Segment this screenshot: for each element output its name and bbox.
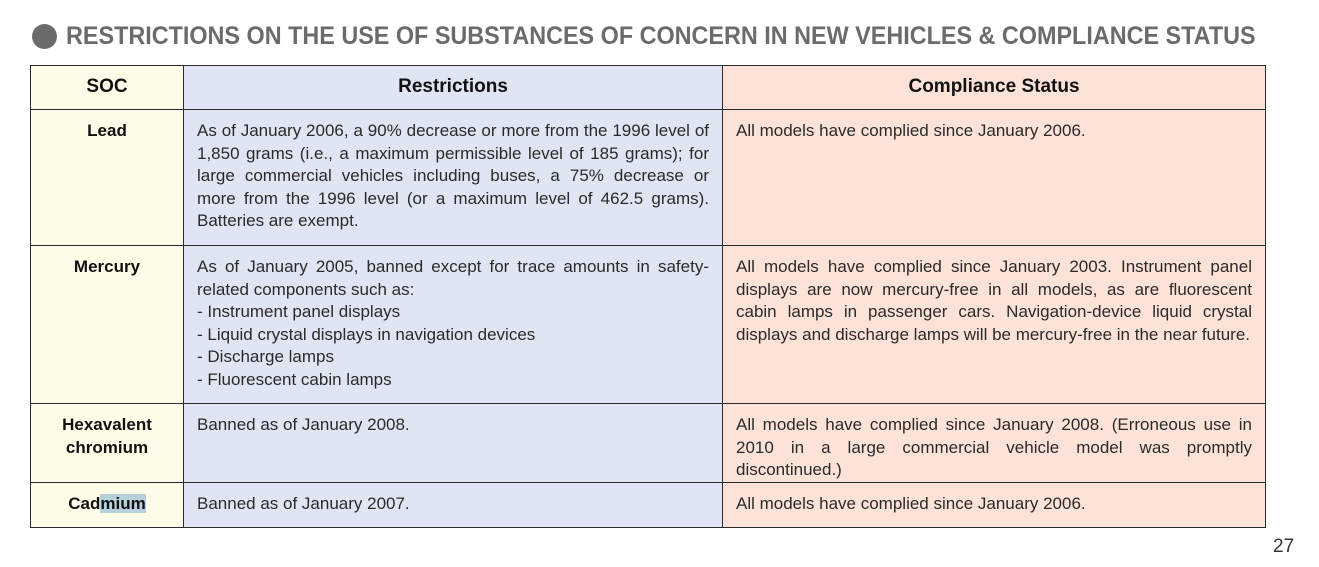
section-heading xyxy=(32,22,1319,51)
table-row-mercury xyxy=(31,246,1266,404)
restrictions-lead: As of January 2006, a 90% decrease or more from the 1996 level of 1,850 grams (i.e., a maximum permissible level of 185 grams); for large commercial vehicles including buses, a 75% decrease or more from the 1996 level (or a maximum level of 462.5 grams). Batteries are exempt. xyxy=(184,110,723,246)
text-selection-highlight[interactable]: mium xyxy=(100,493,146,513)
compliance-hexavalent-chromium: All models have complied since January 2008. (Erroneous use in 2010 in a large commercial vehicle model was promptly discontinued.) xyxy=(723,404,1266,483)
soc-hexavalent-chromium xyxy=(31,404,184,483)
header-soc: SOC xyxy=(31,66,184,110)
soc-hexavalent-line2: chromium xyxy=(65,437,149,457)
page-number: 27 xyxy=(1273,536,1295,557)
list-item: - Liquid crystal displays in navigation devices xyxy=(197,324,536,344)
list-item: - Instrument panel displays xyxy=(197,302,401,321)
list-item: - Discharge lamps xyxy=(197,347,334,366)
soc-cadmium[interactable] xyxy=(31,482,184,527)
soc-lead: Lead xyxy=(31,110,184,246)
restrictions-hexavalent-chromium: Banned as of January 2008. xyxy=(184,404,723,483)
restrictions-mercury xyxy=(184,246,723,404)
list-item: - Fluorescent cabin lamps xyxy=(197,369,392,389)
table-row-lead xyxy=(31,110,1266,246)
restrictions-mercury-intro: As of January 2005, banned except for trace amounts in safety-related components such as: xyxy=(197,257,709,299)
compliance-lead: All models have complied since January 2006. xyxy=(723,110,1266,246)
restrictions-cadmium: Banned as of January 2007. xyxy=(184,482,723,527)
compliance-cadmium: All models have complied since January 2006. xyxy=(723,482,1266,527)
soc-mercury: Mercury xyxy=(31,246,184,404)
table-row-hexavalent-chromium xyxy=(31,404,1266,483)
soc-hexavalent-line1: Hexavalent xyxy=(62,415,152,434)
header-restrictions: Restrictions xyxy=(184,66,723,110)
header-compliance-status: Compliance Status xyxy=(723,66,1266,110)
table-row-cadmium xyxy=(31,482,1266,527)
compliance-mercury: All models have complied since January 2003. Instrument panel displays are now mercury-free in all models, as are fluorescent cabin lamps in passenger cars. Navigation-device liquid crystal displays and discharge lamps will be mercury-free in the near future. xyxy=(723,246,1266,404)
bullet-circle-icon xyxy=(32,24,57,49)
soc-cadmium-text: Cad xyxy=(68,493,101,513)
soc-restrictions-table xyxy=(30,65,1266,528)
section-title: RESTRICTIONS ON THE USE OF SUBSTANCES OF CONCERN IN NEW VEHICLES & COMPLIANCE STATUS xyxy=(66,22,1256,50)
table-header-row xyxy=(31,66,1266,110)
